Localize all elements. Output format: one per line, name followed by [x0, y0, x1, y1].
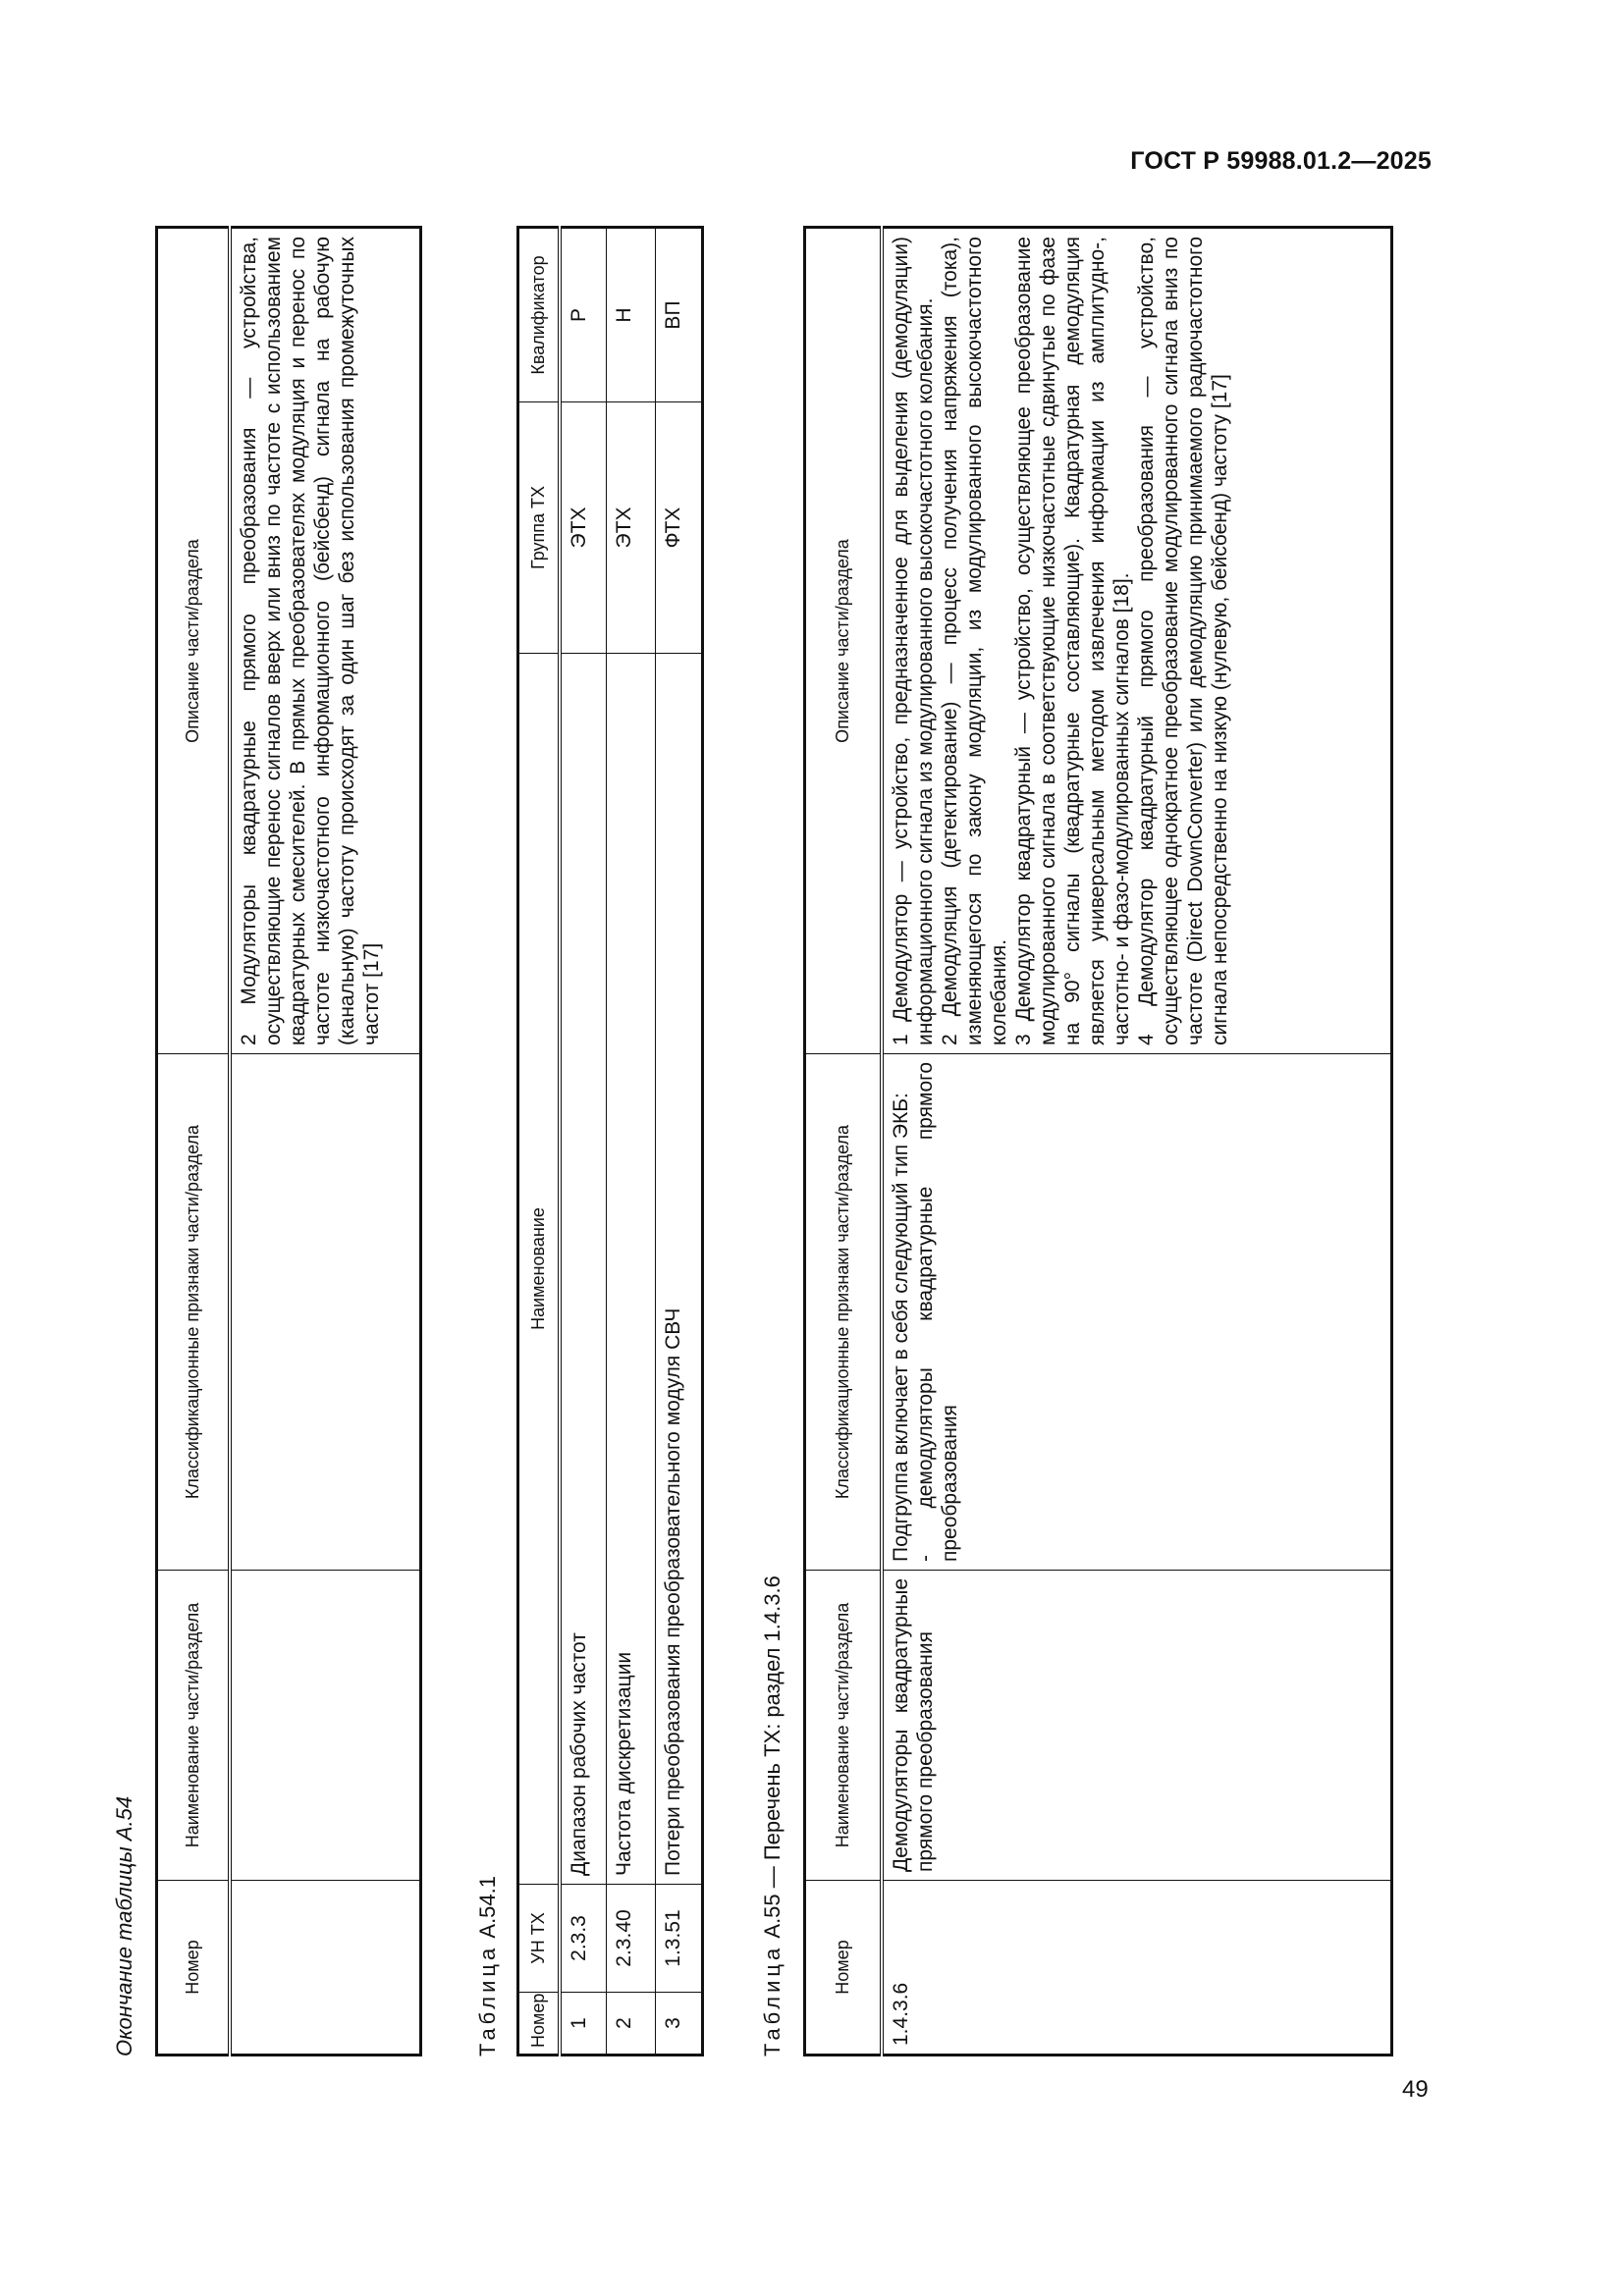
caption-label: А.54.1: [475, 1876, 500, 1939]
table-row: [230, 228, 421, 2056]
rotated-page-content: [108, 152, 1404, 2056]
cell-qualifier: Р: [560, 228, 607, 402]
criteria-line: Подгруппа включает в себя следующий тип ЭКБ:: [889, 1093, 912, 1562]
table-a54-end: [155, 226, 422, 2056]
table-row: [882, 228, 1392, 2056]
caption-label: А.55 — Перечень ТХ: раздел 1.4.3.6: [760, 1575, 785, 1939]
description-paragraph: 3 Демодулятор квадратурный — устройство, осуществляющее преобразование модулированного сигнала в соответствующие низкочастотные сдвинутые по фазе на 90° сигналы (квадратурные составляющие). Квадратурная демодуляция является универсальным методом извлечения информации из амплитудно-, частотно- и фазо-модулированных сигналов [18].: [1011, 237, 1133, 1045]
table-a55: [803, 226, 1393, 2056]
table-a54-end-header-number: Номер: [157, 1881, 230, 2056]
caption-word: Таблица: [760, 1944, 785, 2056]
table-a54-1-header-name: Наименование: [518, 654, 560, 1885]
table-a55-header-number: Номер: [805, 1881, 882, 2056]
table-a54-1-header-group: Группа ТХ: [518, 402, 560, 654]
cell-number: 1.4.3.6: [882, 1881, 1392, 2056]
cell-description: [882, 228, 1392, 1054]
cell-name: Частота дискретизации: [607, 654, 656, 1885]
table-a54-1-header-qualifier: Квалификатор: [518, 228, 560, 402]
cell-code: 1.3.51: [656, 1885, 703, 1993]
table-a55-header-name: Наименование части/раздела: [805, 1571, 882, 1881]
cell-number: [230, 1881, 421, 2056]
cell-name: [230, 1571, 421, 1881]
table-a54-end-header-criteria: Классификационные признаки части/раздела: [157, 1054, 230, 1571]
cell-qualifier: ВП: [656, 228, 703, 402]
cell-criteria: [882, 1054, 1392, 1571]
cell-number: 3: [656, 1993, 703, 2056]
table-row: [607, 228, 656, 2056]
table-a55-caption: [760, 1575, 785, 2056]
table-a55-header-description: Описание части/раздела: [805, 228, 882, 1054]
caption-word: Таблица: [475, 1944, 500, 2056]
cell-name: Потери преобразования преобразовательного модуля СВЧ: [656, 654, 703, 1885]
cell-group: ЭТХ: [607, 402, 656, 654]
description-paragraph: 1 Демодулятор — устройство, предназначенное для выделения (демодуляции) информационного сигнала из модулированного высокочастотного колебания.: [889, 237, 937, 1045]
cell-qualifier: Н: [607, 228, 656, 402]
cell-number: 1: [560, 1993, 607, 2056]
cell-group: ФТХ: [656, 402, 703, 654]
table-a55-header-criteria: Классификационные признаки части/раздела: [805, 1054, 882, 1571]
cell-name: Диапазон рабочих частот: [560, 654, 607, 1885]
table-row: [656, 228, 703, 2056]
cell-name: Демодуляторы квадратурные прямого преобразования: [882, 1571, 1392, 1881]
table-a54-end-header-name: Наименование части/раздела: [157, 1571, 230, 1881]
cell-code: 2.3.3: [560, 1885, 607, 1993]
table-a54-1-header-number: Номер: [518, 1993, 560, 2056]
cell-group: ЭТХ: [560, 402, 607, 654]
cell-criteria: [230, 1054, 421, 1571]
document-code-header: ГОСТ Р 59988.01.2—2025: [1130, 147, 1432, 175]
description-paragraph: 4 Демодулятор квадратурный прямого преобразования — устройство, осуществляющее однократное преобразование модулированного сигнала вниз по частоте (Direct DownConverter) или демодуляцию принимаемого радиочастотного сигнала непосредственно на низкую (нулевую, бейсбенд) частоту [17]: [1134, 237, 1231, 1045]
description-paragraph: 2 Демодуляция (детектирование) — процесс получения напряжения (тока), изменяющегося по закону модуляции, из модулированного высокочастотного колебания.: [938, 237, 1010, 1045]
page-number: 49: [1402, 2076, 1429, 2103]
table-a54-end-caption: Окончание таблицы А.54: [112, 1795, 136, 2056]
table-a54-1-header-code: УН ТХ: [518, 1885, 560, 1993]
cell-number: 2: [607, 1993, 656, 2056]
criteria-line: - демодуляторы квадратурные прямого преобразования: [913, 1062, 961, 1562]
cell-code: 2.3.40: [607, 1885, 656, 1993]
table-a54-1: [516, 226, 704, 2056]
table-row: [560, 228, 607, 2056]
cell-description: 2 Модуляторы квадратурные прямого преобразования — устройства, осуществляющие перенос сигналов вверх или вниз по частоте с использованием квадратурных смесителей. В прямых преобразователях модуляция и перенос по частоте низкочастотного информационного (бейсбенд) сигнала на рабочую (канальную) частоту происходят за один шаг без использования промежуточных частот [17]: [230, 228, 421, 1054]
table-a54-1-caption: [475, 1876, 501, 2056]
table-a54-end-header-description: Описание части/раздела: [157, 228, 230, 1054]
